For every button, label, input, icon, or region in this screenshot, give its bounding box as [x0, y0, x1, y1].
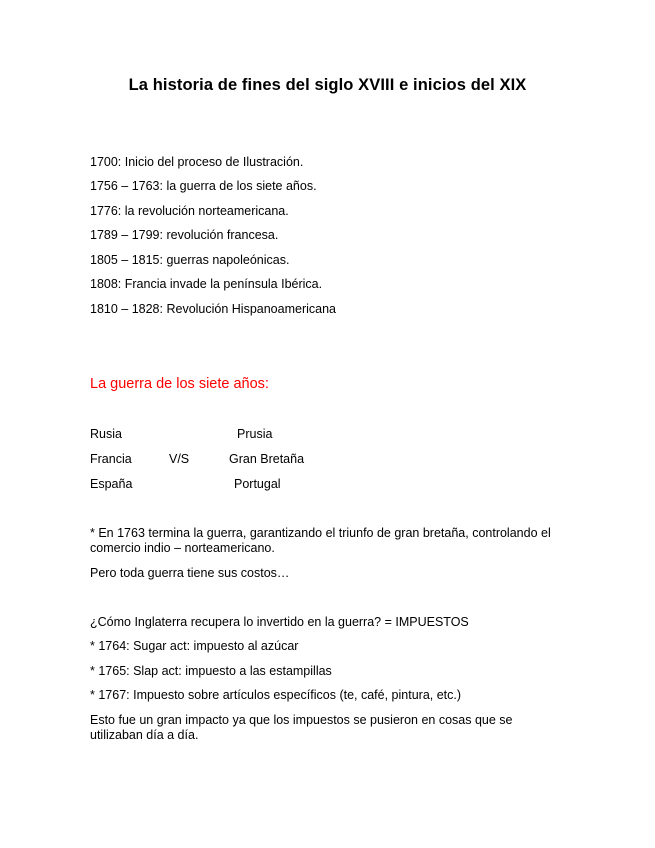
- timeline-item: 1805 – 1815: guerras napoleónicas.: [90, 253, 290, 267]
- timeline-item: 1756 – 1763: la guerra de los siete años.: [90, 179, 317, 193]
- paragraph-war-end: * En 1763 termina la guerra, garantizando el triunfo de gran bretaña, controlando el comercio indio – norteamericano.: [90, 526, 551, 555]
- paragraph-question: ¿Cómo Inglaterra recupera lo invertido en la guerra? = IMPUESTOS: [90, 615, 469, 629]
- right-country: Prusia: [237, 427, 273, 441]
- left-country: España: [90, 477, 133, 491]
- tax-item: * 1764: Sugar act: impuesto al azúcar: [90, 639, 299, 653]
- timeline-item: 1810 – 1828: Revolución Hispanoamericana: [90, 302, 336, 316]
- page-title: La historia de fines del siglo XVIII e inicios del XIX: [128, 76, 527, 94]
- right-country: Gran Bretaña: [229, 452, 305, 466]
- timeline-item: 1700: Inicio del proceso de Ilustración.: [90, 155, 304, 169]
- timeline-item: 1789 – 1799: revolución francesa.: [90, 228, 279, 242]
- paragraph-costs: Pero toda guerra tiene sus costos…: [90, 566, 290, 580]
- tax-item: * 1767: Impuesto sobre artículos específicos (te, café, pintura, etc.): [90, 688, 462, 702]
- right-country: Portugal: [234, 477, 281, 491]
- left-country: Francia: [90, 452, 132, 466]
- timeline-item: 1776: la revolución norteamericana.: [90, 204, 289, 218]
- paragraph-impact: Esto fue un gran impacto ya que los impuestos se pusieron en cosas que se utilizaban día a día.: [90, 713, 513, 742]
- tax-item: * 1765: Slap act: impuesto a las estampillas: [90, 664, 332, 678]
- versus-label: V/S: [169, 452, 190, 466]
- left-country: Rusia: [90, 427, 122, 441]
- section-heading: La guerra de los siete años:: [90, 376, 269, 392]
- timeline-item: 1808: Francia invade la península Ibérica.: [90, 277, 323, 291]
